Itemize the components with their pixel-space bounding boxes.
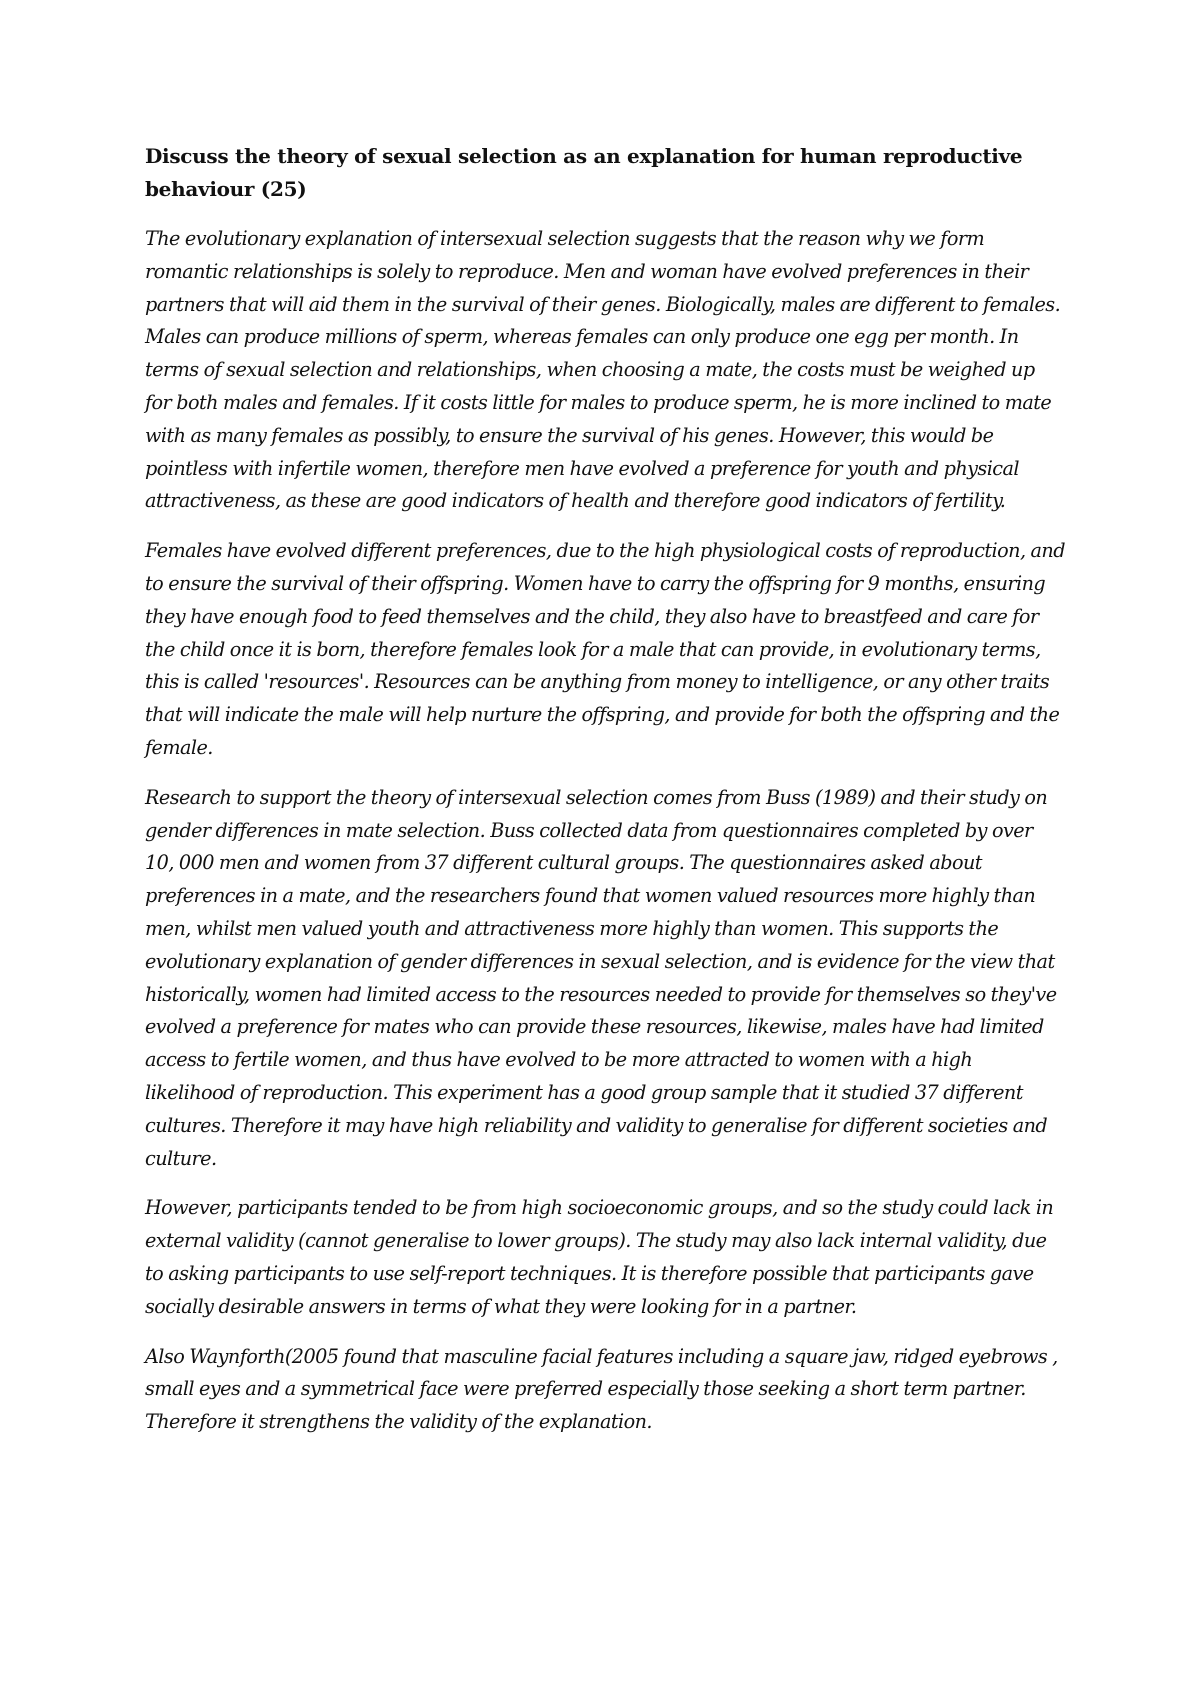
paragraph-limitations: However, participants tended to be from high socioeconomic groups, and so the study could lack in external validity (cannot generalise to lower groups). The study may also lack internal validity, due to asking participants to use self-report techniques. It is therefore possible that participants gave socially desirable answers in terms of what they were looking for in a partner. [145, 1196, 1054, 1318]
paragraph-intersexual-selection: The evolutionary explanation of intersexual selection suggests that the reason why we form romantic relationships is solely to reproduce. Men and woman have evolved preferences in their partners that will aid them in the survival of their genes. Biologically, males are different to females. Males can produce millions of sperm, whereas females can only produce one egg per month. In terms of sexual selection and relationships, when choosing a mate, the costs must be weighed up for both males and females. If it costs little for males to produce sperm, he is more inclined to mate with as many females as possibly, to ensure the survival of his genes. However, this would be pointless with infertile women, therefore men have evolved a preference for youth and physical attractiveness, as these are good indicators of health and therefore good indicators of fertility. [145, 227, 1061, 513]
essay-title: Discuss the theory of sexual selection as an explanation for human reproductive behaviour (25) [145, 144, 1023, 201]
paragraph-buss-research: Research to support the theory of intersexual selection comes from Buss (1989) and their study on gender differences in mate selection. Buss collected data from questionnaires completed by over 10, 000 men and women from 37 different cultural groups. The questionnaires asked about preferences in a mate, and the researchers found that women valued resources more highly than men, whilst men valued youth and attractiveness more highly than women. This supports the evolutionary explanation of gender differences in sexual selection, and is evidence for the view that historically, women had limited access to the resources needed to provide for themselves so they've evolved a preference for mates who can provide these resources, likewise, males have had limited access to fertile women, and thus have evolved to be more attracted to women with a high likelihood of reproduction. This experiment has a good group sample that it studied 37 different cultures. Therefore it may have high reliability and validity to generalise for different societies and culture. [145, 785, 1057, 1170]
paragraph-female-preferences: Females have evolved different preferences, due to the high physiological costs of reproduction, and to ensure the survival of their offspring. Women have to carry the offspring for 9 months, ensuring they have enough food to feed themselves and the child, they also have to breastfeed and care for the child once it is born, therefore females look for a male that can provide, in evolutionary terms, this is called 'resources'. Resources can be anything from money to intelligence, or any other traits that will indicate the male will help nurture the offspring, and provide for both the offspring and the female. [145, 539, 1065, 759]
paragraph-waynforth: Also Waynforth(2005 found that masculine facial features including a square jaw, ridged eyebrows , small eyes and a symmetrical face were preferred especially those seeking a short term partner. Therefore it strengthens the validity of the explanation. [145, 1344, 1058, 1434]
document-body [145, 140, 1065, 1456]
